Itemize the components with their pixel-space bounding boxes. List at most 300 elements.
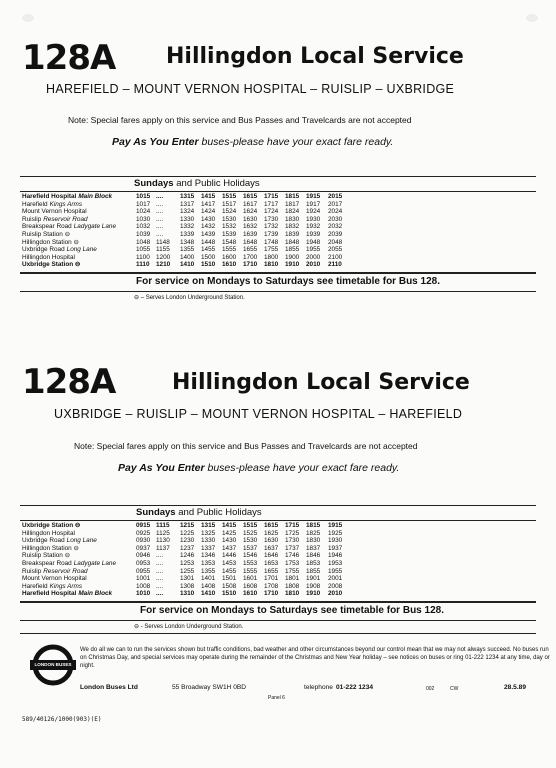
departure-time: 2048 [328,238,343,246]
departure-time: .... [156,215,164,223]
departure-time: 2015 [328,193,343,200]
departure-time: 1637 [264,544,279,552]
timetable-row [22,193,362,201]
stop-sub-name: Reservoir Road [43,215,88,223]
departure-time: 1924 [306,208,321,216]
departure-time: 0925 [136,529,151,537]
timetable-row [22,568,362,576]
departure-time: 1430 [201,215,216,223]
timetable-row [22,223,362,231]
stop-main-name: Ruislip Station ⊖ [22,552,70,560]
departure-time: 1908 [306,582,321,590]
departure-time: 1830 [285,215,300,223]
departure-time: 1732 [264,223,279,231]
departure-time: 1215 [180,522,195,529]
departure-time: 1301 [180,575,195,583]
departure-time: 1548 [222,238,237,246]
timetable-row [22,261,362,269]
departure-time: 1100 [136,253,150,261]
departure-time: 1517 [222,200,237,208]
timetable-row [22,254,362,262]
departure-time: 1348 [180,238,195,246]
day-bold: Sundays [136,507,176,518]
departure-time: 1817 [285,200,300,208]
departure-time: 1425 [222,529,237,537]
departure-time: 1724 [264,208,279,216]
telephone-label: telephone [304,684,333,691]
stop-name [22,223,116,231]
stop-main-name: Hillingdon Station ⊖ [22,544,79,552]
rule [20,505,536,506]
departure-time: 1917 [306,200,321,208]
departure-time: 1937 [328,544,343,552]
departure-time: 1601 [243,575,258,583]
departure-time: 2010 [306,261,321,269]
stop-name [22,246,97,254]
departure-time: 1815 [306,522,321,529]
departure-time: 1032 [136,223,151,231]
departure-time: 1448 [201,238,216,246]
departure-time: 1510 [201,261,216,269]
departure-time: 1808 [285,582,300,590]
departure-time: 1755 [264,246,279,254]
departure-time: 0930 [136,537,151,545]
telephone-number: 01-222 1234 [336,684,374,691]
departure-time: 1701 [264,575,279,583]
departure-time: 1125 [156,529,170,537]
timetable-row [22,583,362,591]
departure-time: 1524 [222,208,237,216]
departure-time: 1755 [285,567,300,575]
stop-main-name: Ruislip [22,567,42,575]
departure-time: 1639 [243,231,258,238]
departure-time: 1932 [306,223,321,231]
company-address: 55 Broadway SW1H 0BD [172,684,247,691]
departure-time: 1825 [306,529,321,537]
departure-time: 1955 [328,567,343,575]
departure-time: 1317 [180,200,195,208]
departure-time: 1910 [285,261,300,269]
stop-main-name: Uxbridge Road [22,246,65,254]
departure-time: .... [156,560,164,567]
departure-time: 1446 [222,552,237,560]
departure-time: 1600 [222,253,237,261]
departure-time: 1530 [222,215,237,223]
timetable-row [22,208,362,216]
departure-time: 1148 [156,238,170,246]
departure-time: 1137 [156,544,170,552]
stop-main-name: Breakspear Road [22,223,72,231]
punch-hole [22,14,34,22]
departure-time: 1610 [222,261,237,269]
departure-time: 1424 [201,208,216,216]
day-header [136,507,262,518]
stop-main-name: Ruislip [22,215,42,223]
stop-name [22,568,88,576]
departure-time: .... [156,200,164,208]
paye-bold: Pay As You Enter [112,136,199,148]
departure-time: 1515 [222,193,237,200]
departure-time: 1253 [180,560,195,567]
departure-time: 1332 [180,223,195,231]
stop-name [22,537,97,545]
departure-time: 1746 [285,552,300,560]
panel-label: Panel 6 [268,695,285,701]
departure-time: 1800 [264,253,279,261]
departure-time: 1410 [201,590,216,598]
departure-time: 1437 [222,544,237,552]
rule [20,601,536,603]
departure-time: .... [156,208,164,216]
stop-sub-name: Long Lane [66,537,97,545]
departure-time: 1325 [201,529,216,537]
departure-time: 1308 [180,582,195,590]
fares-note: Note: Special fares apply on this service and Bus Passes and Travelcards are not accepted [74,441,418,451]
route-number: 128A [22,362,116,402]
departure-time: 1510 [222,590,237,598]
departure-time: 1515 [243,522,258,529]
departure-time: 1155 [156,246,170,254]
departure-time: 2001 [328,575,343,583]
departure-time: 1355 [180,246,195,254]
rule [20,633,536,634]
departure-time: 1130 [156,537,170,545]
departure-time: .... [156,552,164,560]
departure-time: 1925 [328,529,343,537]
departure-time: .... [156,590,164,598]
departure-time: 1110 [136,261,150,269]
departure-time: 1408 [201,582,216,590]
departure-time: 1839 [285,231,300,238]
departure-time: .... [156,193,164,200]
departure-time: 1846 [306,552,321,560]
weekday-service-note: For service on Mondays to Saturdays see timetable for Bus 128. [136,276,440,287]
stop-name [22,590,112,598]
departure-time: 1632 [243,223,258,231]
departure-time: 1810 [264,261,279,269]
stop-name [22,231,70,239]
timetable-row [22,560,362,568]
departure-time: 1810 [285,590,300,598]
print-code-b: CW [450,686,459,692]
rule [20,191,536,192]
timetable-row [22,575,362,583]
departure-time: 2024 [328,208,343,216]
stop-name [22,208,87,216]
departure-time: 1310 [180,590,195,598]
departure-time: 2100 [328,253,343,261]
departure-time: 2055 [328,246,343,254]
stop-name [22,575,87,583]
departure-time: 1910 [306,590,321,598]
departure-time: 1539 [222,231,237,238]
departure-time: 1532 [222,223,237,231]
departure-time: 2017 [328,200,343,208]
logo-text: LONDON BUSES [34,662,72,667]
stop-sub-name: Kings Arms [49,200,83,208]
departure-time: 1901 [306,575,321,583]
departure-time: 1417 [201,200,216,208]
rule [20,176,536,177]
departure-time: 1346 [201,552,216,560]
departure-time: 1655 [264,567,279,575]
departure-time: 1824 [285,208,300,216]
departure-time: 1655 [243,246,258,254]
departure-time: 1710 [264,590,279,598]
departure-time: 1832 [285,223,300,231]
punch-hole [526,14,538,22]
departure-time: 1708 [264,582,279,590]
departure-time: 1030 [136,215,151,223]
departure-time: 1237 [180,544,195,552]
route-description: UXBRIDGE – RUISLIP – MOUNT VERNON HOSPITAL – HAREFIELD [54,407,463,421]
departure-time: 1525 [243,529,258,537]
departure-time: .... [156,582,164,590]
departure-time: 1948 [306,238,321,246]
timetable-row [22,231,362,239]
departure-time: 1355 [201,567,216,575]
rule [20,272,536,274]
departure-time: 2030 [328,215,343,223]
departure-time: .... [156,223,164,231]
stop-sub-name: Main Block [78,590,113,598]
departure-time: 1555 [243,567,258,575]
route-number: 128A [22,38,116,78]
departure-time: 1410 [180,261,195,269]
print-code-a: 002 [426,686,435,692]
underground-legend: ⊖ - Serves London Underground Station. [134,624,244,630]
departure-time: 1555 [222,246,237,254]
departure-time: 1400 [180,253,195,261]
departure-time: 1225 [180,529,195,537]
stop-main-name: Uxbridge Station ⊖ [22,261,81,269]
timetable-row [22,552,362,560]
service-title: Hillingdon Local Service [166,44,464,69]
departure-time: 1648 [243,238,258,246]
timetable [22,522,536,600]
departure-time: 0937 [136,544,151,552]
departure-time: .... [156,567,164,575]
departure-time: 1624 [243,208,258,216]
pay-as-you-enter-notice [118,462,399,474]
departure-time: 1717 [264,200,279,208]
departure-time: 2008 [328,582,343,590]
departure-time: 2039 [328,231,343,238]
departure-time: 1339 [180,231,195,238]
departure-time: 2032 [328,223,343,231]
stop-main-name: Harefield [22,200,48,208]
departure-time: 1039 [136,231,151,238]
print-date: 28.5.89 [504,684,526,691]
weekday-service-note: For service on Mondays to Saturdays see timetable for Bus 128. [140,605,444,616]
departure-time: 1625 [264,529,279,537]
stop-main-name: Mount Vernon Hospital [22,575,87,583]
departure-time: 1748 [264,238,279,246]
departure-time: 1946 [328,552,343,560]
stop-name [22,560,116,568]
paye-rest: buses-please have your exact fare ready. [198,136,394,148]
departure-time: 1501 [222,575,237,583]
timetable-row [22,201,362,209]
departure-time: 1630 [243,215,258,223]
departure-time: 1725 [285,529,300,537]
timetable-row [22,246,362,254]
stop-sub-name: Ladygate Lane [73,223,117,231]
departure-time: 1537 [243,544,258,552]
departure-time: 1617 [243,200,258,208]
departure-time: 1230 [180,537,195,545]
departure-time: 1010 [136,590,151,598]
departure-time: 0946 [136,552,151,560]
timetable-row [22,530,362,538]
timetable [22,193,536,271]
departure-time: 2110 [328,261,342,269]
departure-time: 1324 [180,208,195,216]
departure-time: 1210 [156,261,171,269]
departure-time: 1439 [201,231,216,238]
stop-main-name: Hillingdon Station ⊖ [22,238,79,246]
timetable-row [22,537,362,545]
departure-time: 1017 [136,200,151,208]
departure-time: 1432 [201,223,216,231]
departure-time: 1630 [264,537,279,545]
departure-time: 1855 [306,567,321,575]
departure-time: 1415 [201,193,216,200]
departure-time: 0955 [136,567,151,575]
departure-time: 1008 [136,582,151,590]
stop-name [22,201,82,209]
departure-time: 1900 [285,253,300,261]
stop-sub-name: Main Block [78,193,113,200]
paye-rest: buses-please have your exact fare ready. [204,462,400,474]
stop-main-name: Harefield Hospital [22,193,77,200]
departure-time: 1246 [180,552,195,560]
departure-time: 1837 [306,544,321,552]
departure-time: 1200 [156,253,171,261]
company-name: London Buses Ltd [80,684,138,691]
departure-time: 1330 [180,215,195,223]
departure-time: 0915 [136,522,151,529]
stop-name [22,522,80,530]
departure-time: 1939 [306,231,321,238]
departure-time: 2000 [306,253,321,261]
departure-time: 1401 [201,575,216,583]
departure-time: 1337 [201,544,216,552]
stop-name [22,193,112,201]
paye-bold: Pay As You Enter [118,462,205,474]
departure-time: 1055 [136,246,151,254]
departure-time: 0953 [136,560,151,567]
departure-time: 1315 [201,522,216,529]
departure-time: 1255 [180,567,195,575]
departure-time: .... [156,575,164,583]
departure-time: 1815 [285,193,300,200]
stop-sub-name: Kings Arms [49,582,83,590]
departure-time: 1353 [201,560,216,567]
stop-name [22,530,75,538]
departure-time: 1853 [306,560,321,567]
timetable-row [22,522,362,530]
departure-time: 1753 [285,560,300,567]
departure-time: 1710 [243,261,258,269]
stop-main-name: Hillingdon Hospital [22,253,75,261]
timetable-row [22,545,362,553]
service-disclaimer: We do all we can to run the services shown but traffic conditions, bad weather and other circumstances beyond our control mean that we may not always succeed. No buses run on Christmas Day, and special services may operate during the remainder of the Christmas and New Year holiday – see notices on buses or ring 01-222 1234 at any time, day or night. [80,647,550,670]
stop-sub-name: Ladygate Lane [73,560,117,567]
departure-time: 1048 [136,238,151,246]
departure-time: 1015 [136,193,151,200]
departure-time: 1930 [306,215,321,223]
stop-main-name: Hillingdon Hospital [22,529,75,537]
departure-time: 1315 [180,193,195,200]
stop-name [22,216,88,224]
departure-time: 1610 [243,590,258,598]
day-rest: and Public Holidays [175,507,262,518]
departure-time: 1739 [264,231,279,238]
stop-main-name: Harefield [22,582,48,590]
departure-time: 1830 [306,537,321,545]
rule [20,291,536,292]
departure-time: 1730 [264,215,279,223]
departure-time: 1508 [222,582,237,590]
departure-time: .... [156,231,164,238]
departure-time: 1915 [306,193,321,200]
day-header [134,178,260,189]
stop-main-name: Ruislip Station ⊖ [22,231,70,238]
timetable-row [22,216,362,224]
stop-name [22,583,82,591]
departure-time: 1715 [285,522,300,529]
stop-main-name: Mount Vernon Hospital [22,208,87,216]
departure-time: 1115 [156,522,170,529]
stop-main-name: Breakspear Road [22,560,72,567]
departure-time: 1715 [264,193,279,200]
departure-time: 1546 [243,552,258,560]
departure-time: 1500 [201,253,216,261]
stop-main-name: Harefield Hospital [22,590,77,598]
departure-time: 1801 [285,575,300,583]
departure-time: 1955 [306,246,321,254]
departure-time: 1700 [243,253,258,261]
fares-note: Note: Special fares apply on this service and Bus Passes and Travelcards are not accepted [68,115,412,125]
departure-time: 1024 [136,208,151,216]
stop-name [22,239,79,247]
pay-as-you-enter-notice [112,136,393,148]
stop-main-name: Uxbridge Station ⊖ [22,522,81,529]
departure-time: 1453 [222,560,237,567]
print-reference: 589/40126/1000(903)(E) [22,716,102,723]
departure-time: 1553 [243,560,258,567]
timetable-row [22,590,362,598]
stop-name [22,552,70,560]
departure-time: 1430 [222,537,237,545]
departure-time: 1415 [222,522,237,529]
departure-time: 1953 [328,560,343,567]
stop-sub-name: Reservoir Road [43,567,88,575]
departure-time: 2010 [328,590,343,598]
departure-time: 1615 [264,522,279,529]
departure-time: 1330 [201,537,216,545]
stop-sub-name: Long Lane [66,246,97,254]
rule [20,620,536,621]
day-bold: Sundays [134,178,174,189]
departure-time: 1646 [264,552,279,560]
departure-time: 1855 [285,246,300,254]
departure-time: 1737 [285,544,300,552]
departure-time: 1653 [264,560,279,567]
timetable-row [22,239,362,247]
departure-time: 1001 [136,575,151,583]
